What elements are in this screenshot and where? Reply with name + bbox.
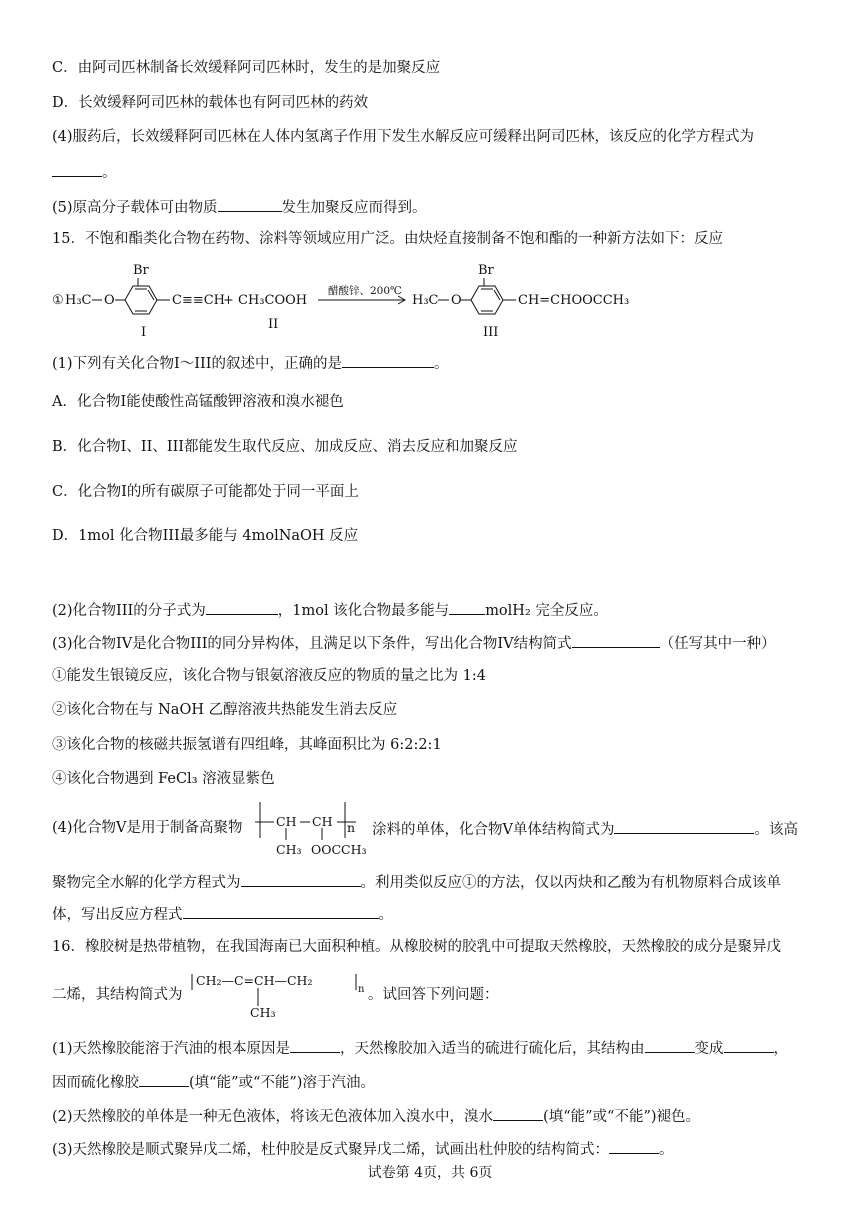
label-compound-3: III [483,325,499,338]
q15-condition-3: ③该化合物的核磁共振氢谱有四组峰，其峰面积比为 6:2:2:1 [52,737,442,753]
reaction-number: ① [52,293,64,308]
page-footer: 试卷第 4页，共 6页 [367,1165,493,1181]
q14-part5: (5)原高分子载体可由物质 发生加聚反应而得到。 [52,196,810,218]
h3c-label: H₃C [65,293,92,308]
polymer-ch-2: CH [312,814,333,829]
q15-part4-lead: (4)化合物V是用于制备高聚物 [52,820,243,836]
q15-condition-2: ②该化合物在与 NaOH 乙醇溶液共热能发生消去反应 [52,702,398,718]
q15-part2: (2)化合物III的分子式为 ，1mol 该化合物最多能与 molH₂ 完全反应。 [52,599,810,621]
answer-blank[interactable] [206,599,278,615]
rubber-n: n [358,984,365,995]
answer-blank[interactable] [290,1037,340,1053]
br-label: Br [133,263,149,278]
q15-part4-line2: 聚物完全水解的化学方程式为 。利用类似反应①的方法，仅以丙炔和乙酸为有机物原料合成该单 [52,871,810,893]
q14-option-d: D．长效缓释阿司匹林的载体也有阿司匹林的药效 [52,95,369,111]
q14-part4-answer: 。 [52,161,810,183]
rubber-main-chain: CH₂—C=CH—CH₂ [196,973,313,988]
answer-blank[interactable] [614,818,754,834]
q16-part3: (3)天然橡胶是顺式聚异戊二烯，杜仲胶是反式聚异戊二烯，试画出杜仲胶的结构简式： 。 [52,1138,810,1160]
oxygen-label-product: O [451,293,462,308]
q16-line2-tail: 。试回答下列问题： [368,987,499,1003]
q15-intro: 15．不饱和酯类化合物在药物、涂料等领域应用广泛。由炔烃直接制备不饱和酯的一种新方法如下：反应 [52,231,723,247]
q16-part2: (2)天然橡胶的单体是一种无色液体，将该无色液体加入溴水中，溴水 (填“能”或“不能”)褪色。 [52,1105,810,1127]
q15-part3: (3)化合物IV是化合物III的同分异构体，且满足以下条件，写出化合物IV结构简式 （任写其中一种） [52,632,810,654]
q15-option-a: A．化合物I能使酸性高锰酸钾溶液和溴水褪色 [52,394,344,410]
rubber-methyl: CH₃ [250,1005,276,1020]
q16-line2-lead: 二烯，其结构简式为 [52,987,183,1003]
answer-blank[interactable] [609,1138,659,1154]
label-compound-1: I [141,325,147,338]
q14-part4: (4)服药后，长效缓释阿司匹林在人体内氢离子作用下发生水解反应可缓释出阿司匹林，该反应的化学方程式为 [52,129,755,145]
polymer-sub-2: OOCCH₃ [311,842,367,857]
q15-part1: (1)下列有关化合物I～III的叙述中，正确的是 。 [52,352,810,374]
q15-option-b: B．化合物I、II、III都能发生取代反应、加成反应、消去反应和加聚反应 [52,439,518,455]
answer-blank[interactable] [52,161,102,177]
polymer-ch-1: CH [276,814,297,829]
polymer-n: n [347,820,356,835]
alkyne-group: C≡≡CH [172,293,226,308]
answer-blank[interactable] [449,599,485,615]
q16-part1-line2: 因而硫化橡胶 (填“能”或“不能”)溶于汽油。 [52,1071,810,1093]
q15-part4-tail: 涂料的单体，化合物V单体结构简式为 。该高 [372,818,810,840]
q15-option-c: C．化合物I的所有碳原子可能都处于同一平面上 [52,484,359,500]
q15-part4-line3: 体，写出反应方程式 。 [52,903,810,925]
product-ester-group: CH=CHOOCCH₃ [518,293,630,308]
reaction-svg [0,258,860,338]
q15-condition-1: ①能发生银镜反应，该化合物与银氨溶液反应的物质的量之比为 1:4 [52,668,486,684]
polymer-sub-1: CH₃ [276,842,302,857]
answer-blank[interactable] [218,196,282,212]
answer-blank[interactable] [139,1071,189,1087]
answer-blank[interactable] [241,871,361,887]
br-label-product: Br [478,263,494,278]
answer-blank[interactable] [572,632,660,648]
oxygen-label: O [104,293,115,308]
benzene-ring-3 [471,286,503,314]
q15-option-d: D．1mol 化合物III最多能与 4molNaOH 反应 [52,528,359,544]
answer-blank[interactable] [493,1105,543,1121]
q16-part1: (1)天然橡胶能溶于汽油的根本原因是 ，天然橡胶加入适当的硫进行硫化后，其结构由 变成 ， [52,1037,810,1059]
label-compound-2: II [268,317,279,332]
reaction-condition: 醋酸锌、200℃ [328,285,402,297]
reaction-scheme [0,258,860,338]
h3c-label-product: H₃C [412,293,439,308]
answer-blank[interactable] [183,903,379,919]
answer-blank[interactable] [724,1037,774,1053]
answer-blank[interactable] [342,352,434,368]
benzene-ring-1 [125,286,157,314]
q16-intro: 16．橡胶树是热带植物，在我国海南已大面积种植。从橡胶树的胶乳中可提取天然橡胶，天然橡胶的成分是聚异戊 [52,939,781,955]
q15-condition-4: ④该化合物遇到 FeCl₃ 溶液显紫色 [52,771,275,787]
answer-blank[interactable] [645,1037,695,1053]
q14-option-c: C．由阿司匹林制备长效缓释阿司匹林时，发生的是加聚反应 [52,60,441,76]
acetic-acid: + CH₃COOH [223,293,308,308]
